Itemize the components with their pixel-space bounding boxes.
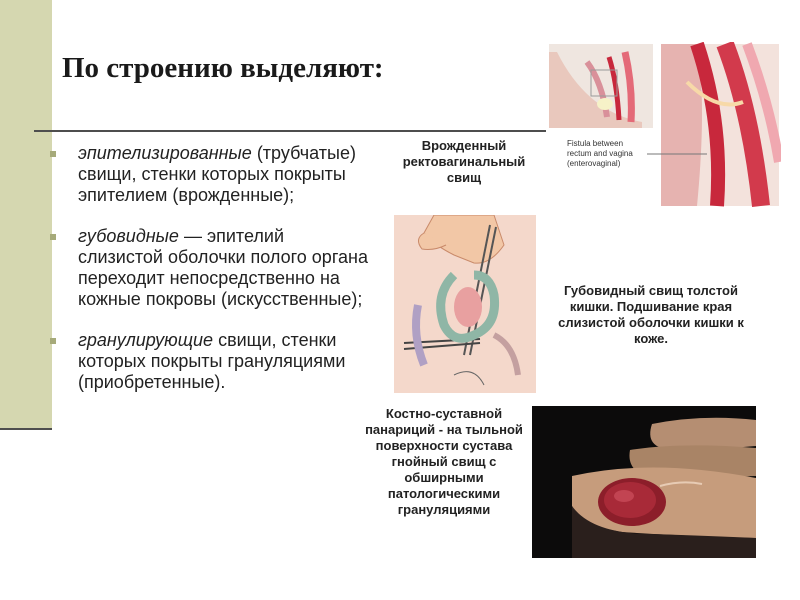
slide-title: По строению выделяют:	[62, 52, 384, 84]
caption-colon-lip-fistula: Губовидный свищ толстой кишки. Подшивание края слизистой оболочки кишки к коже.	[558, 283, 744, 346]
title-divider	[34, 130, 546, 132]
bullet-marker	[50, 234, 56, 240]
bullet-item	[50, 330, 370, 393]
caption-rectovaginal-fistula: Врожденный ректовагинальный свищ	[402, 138, 526, 185]
bullet-term: гранулирующие	[78, 330, 214, 350]
bullet-term: эпителизированные	[78, 143, 252, 163]
panaritium-photo	[532, 406, 756, 558]
caption-panaritium: Костно-суставной панариций - на тыльной поверхности сустава гнойный свищ с обширными патологическими грануляциями	[365, 406, 523, 517]
bullet-text: (трубчатые) свищи, стенки которых покрыты эпителием (врожденные);	[78, 143, 356, 205]
band-divider	[0, 428, 52, 430]
fistula-label-line2: rectum and vagina	[567, 149, 633, 158]
fistula-label-line1: Fistula between	[567, 139, 624, 148]
colon-lip-fistula-illustration	[394, 215, 536, 393]
bullet-marker	[50, 151, 56, 157]
fistula-label-line3: (enterovaginal)	[567, 159, 621, 168]
bullet-marker	[50, 338, 56, 344]
bullet-term: губовидные	[78, 226, 179, 246]
bullet-text: свищи, стенки которых покрыты грануляциями (приобретенные).	[78, 330, 346, 392]
bullet-text: — эпителий слизистой оболочки полого органа переходит непосредственно на кожные покровы (искусственные);	[78, 226, 368, 309]
rectovaginal-fistula-illustration	[547, 42, 781, 208]
side-accent-band	[0, 0, 52, 428]
bullet-list	[50, 143, 370, 413]
bullet-item	[50, 143, 370, 206]
bullet-item	[50, 226, 370, 310]
